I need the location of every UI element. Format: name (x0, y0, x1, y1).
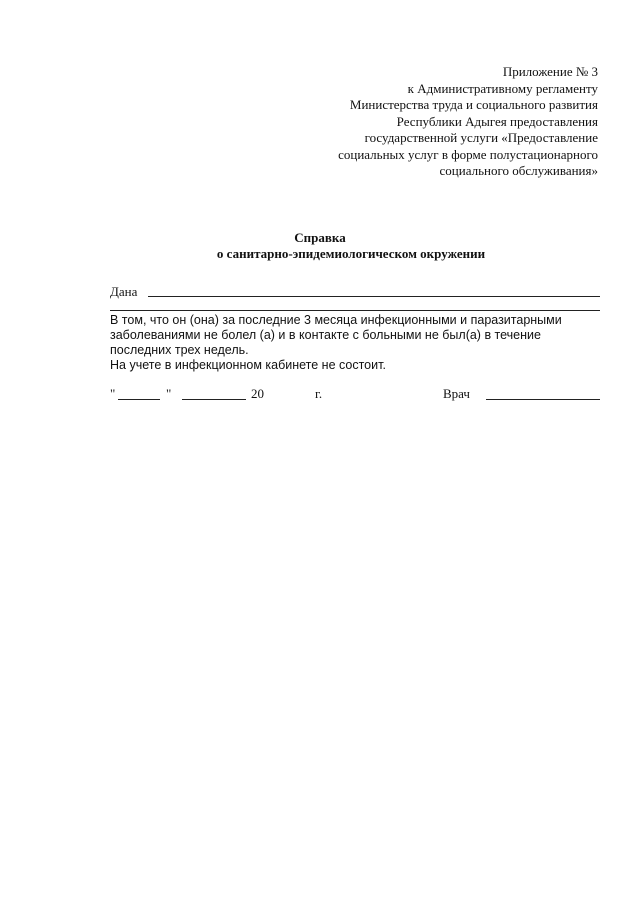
appendix-line: Министерства труда и социального развития (349, 97, 598, 112)
document-title (0, 230, 640, 262)
quote-close: " (166, 386, 172, 401)
year-suffix: г. (315, 386, 323, 401)
given-name-blank (148, 296, 600, 297)
day-blank (118, 399, 160, 400)
body-paragraph-health: В том, что он (она) за последние 3 месяца инфекционными и паразитарными заболеваниями не болел (а) и в контакте с больными не был(а) в течение последних трех недель. (110, 313, 562, 357)
certificate-body (110, 313, 602, 373)
year-prefix: 20 (251, 386, 264, 401)
appendix-line: к Административному регламенту (407, 80, 598, 96)
appendix-header (298, 64, 598, 180)
appendix-line: Приложение № 3 (502, 64, 598, 79)
appendix-line: социального обслуживания» (439, 163, 598, 178)
title-subtitle: о санитарно-эпидемиологическом окружении (216, 246, 486, 261)
quote-open: " (110, 386, 116, 401)
month-blank (182, 399, 246, 400)
separator-line (110, 310, 600, 311)
doctor-label: Врач (443, 386, 470, 401)
date-signature-row (110, 386, 600, 402)
doctor-signature-blank (486, 399, 600, 400)
appendix-line: Республики Адыгея предоставления (396, 113, 598, 129)
title-main: Справка (294, 230, 346, 245)
given-label: Дана (110, 284, 138, 299)
body-paragraph-registry: На учете в инфекционном кабинете не состоит. (110, 358, 386, 372)
given-to-row (110, 284, 600, 300)
appendix-line: государственной услуги «Предоставление (364, 130, 598, 145)
appendix-line: социальных услуг в форме полустационарного (338, 146, 598, 162)
